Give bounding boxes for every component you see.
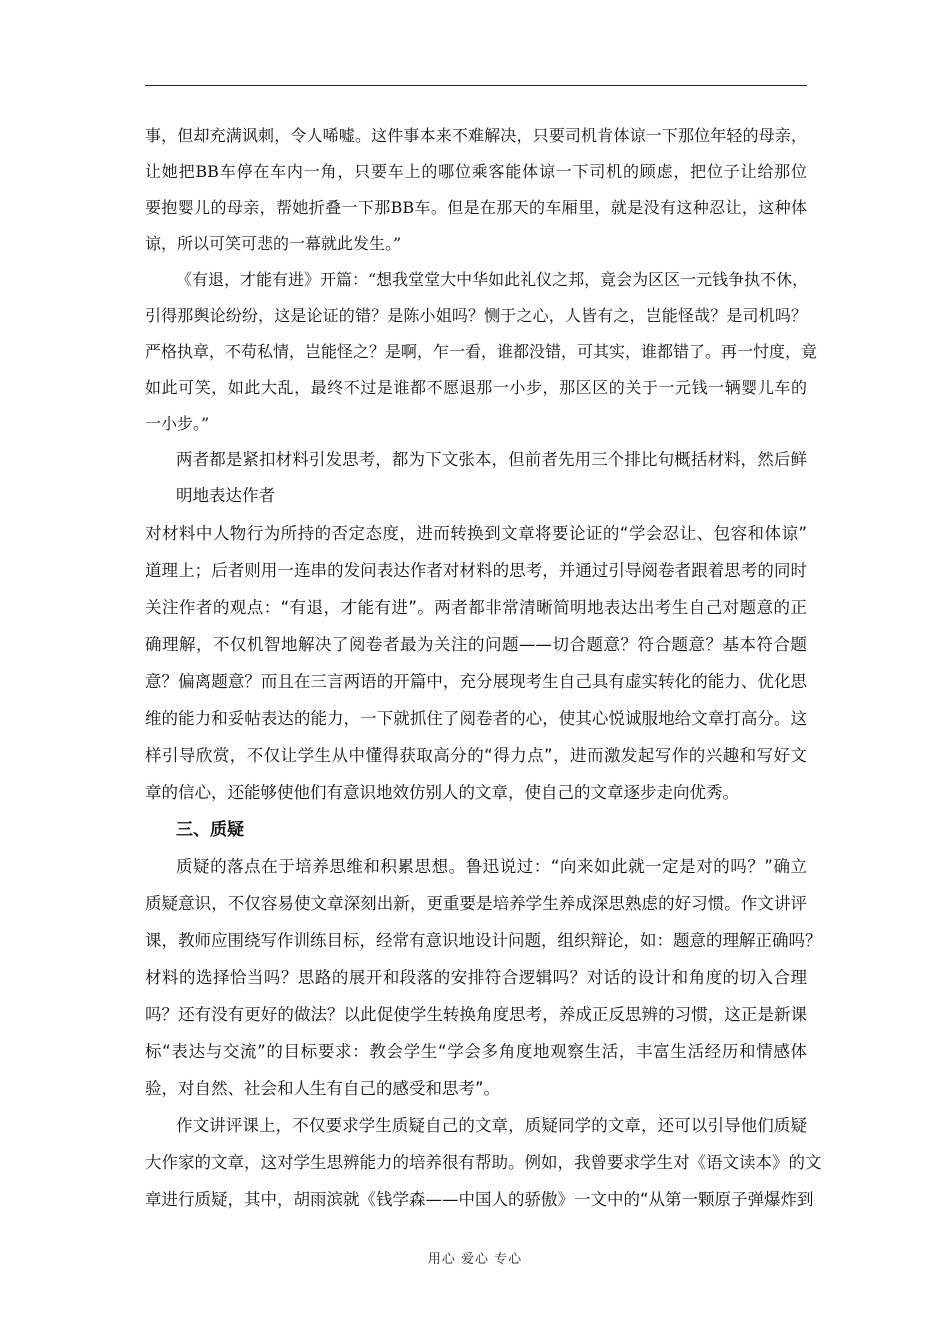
section-heading: 三、质疑 (176, 820, 244, 840)
text-line: 关注作者的观点：“有退，才能有进”。两者都非常清晰简明地表达出考生自己对题意的正 (145, 598, 807, 617)
header-rule (145, 85, 807, 86)
text-line: 吗？还有没有更好的做法？以此促使学生转换角度思考，养成正反思辨的习惯，这正是新课 (145, 1005, 807, 1024)
text-line: 谅，所以可笑可悲的一幕就此发生。” (145, 234, 402, 253)
text-line: 标“表达与交流”的目标要求：教会学生“学会多角度地观察生活，丰富生活经历和情感体 (145, 1042, 807, 1061)
text-line: 确理解，不仅机智地解决了阅卷者最为关注的问题——切合题意？符合题意？基本符合题 (145, 635, 807, 654)
text-line: 一小步。” (145, 414, 210, 433)
text-line: 事，但却充满讽刺，令人唏嘘。这件事本来不难解决，只要司机肯体谅一下那位年轻的母亲， (145, 126, 807, 145)
text-line: 课，教师应围绕写作训练目标，经常有意识地设计问题，组织辩论，如：题意的理解正确吗？ (145, 931, 822, 950)
text-line: 《有退，才能有进》开篇：“想我堂堂大中华如此礼仪之邦，竟会为区区一元钱争执不休， (176, 270, 809, 289)
text-line: 章的信心，还能够使他们有意识地效仿别人的文章，使自己的文章逐步走向优秀。 (145, 783, 739, 802)
text-line: 维的能力和妥帖表达的能力，一下就抓住了阅卷者的心，使其心悦诚服地给文章打高分。这 (145, 709, 807, 728)
text-line: 对材料中人物行为所持的否定态度，进而转换到文章将要论证的“学会忍让、包容和体谅” (145, 524, 807, 543)
text-line: 明地表达作者 (176, 486, 275, 505)
text-line: 道理上；后者则用一连串的发问表达作者对材料的思考，并通过引导阅卷者跟着思考的同时 (145, 561, 807, 580)
text-line: 质疑的落点在于培养思维和积累思想。鲁迅说过：“向来如此就一定是对的吗？”确立 (176, 857, 807, 876)
text-line: 章进行质疑，其中，胡雨滨就《钱学森——中国人的骄傲》一文中的“从第一颗原子弹爆炸到 (145, 1190, 814, 1209)
text-line: 严格执章，不苟私情，岂能怪之？是啊，乍一看，谁都没错，可其实，谁都错了。再一忖度，竟 (145, 342, 818, 361)
text-line: 让她把BB车停在车内一角，只要车上的哪位乘客能体谅一下司机的顾虑，把位子让给那位 (145, 162, 807, 181)
text-line: 验，对自然、社会和人生有自己的感受和思考”。 (145, 1079, 501, 1098)
text-line: 引得那舆论纷纷，这是论证的错？是陈小姐吗？恻于之心，人皆有之，岂能怪哉？是司机吗？ (145, 306, 807, 325)
text-line: 意？偏离题意？而且在三言两语的开篇中，充分展现考生自己具有虚实转化的能力、优化思 (145, 672, 807, 691)
text-line: 如此可笑，如此大乱，最终不过是谁都不愿退那一小步，那区区的关于一元钱一辆婴儿车的 (145, 378, 807, 397)
text-line: 大作家的文章，这对学生思辨能力的培养很有帮助。例如，我曾要求学生对《语文读本》的文 (145, 1153, 822, 1172)
text-line: 两者都是紧扣材料引发思考，都为下文张本，但前者先用三个排比句概括材料，然后鲜 (176, 450, 807, 469)
text-line: 质疑意识，不仅容易使文章深刻出新，更重要是培养学生养成深思熟虑的好习惯。作文讲评 (145, 894, 807, 913)
text-line: 要抱婴儿的母亲，帮她折叠一下那BB车。但是在那天的车厢里，就是没有这种忍让，这种体 (145, 198, 807, 217)
text-line: 样引导欣赏，不仅让学生从中懂得获取高分的“得力点”，进而激发起写作的兴趣和写好文 (145, 746, 807, 765)
text-line: 作文讲评课上，不仅要求学生质疑自己的文章，质疑同学的文章，还可以引导他们质疑 (176, 1116, 807, 1135)
text-line: 材料的选择恰当吗？思路的展开和段落的安排符合逻辑吗？对话的设计和角度的切入合理 (145, 968, 807, 987)
page-footer: 用心 爱心 专心 (427, 1252, 523, 1267)
